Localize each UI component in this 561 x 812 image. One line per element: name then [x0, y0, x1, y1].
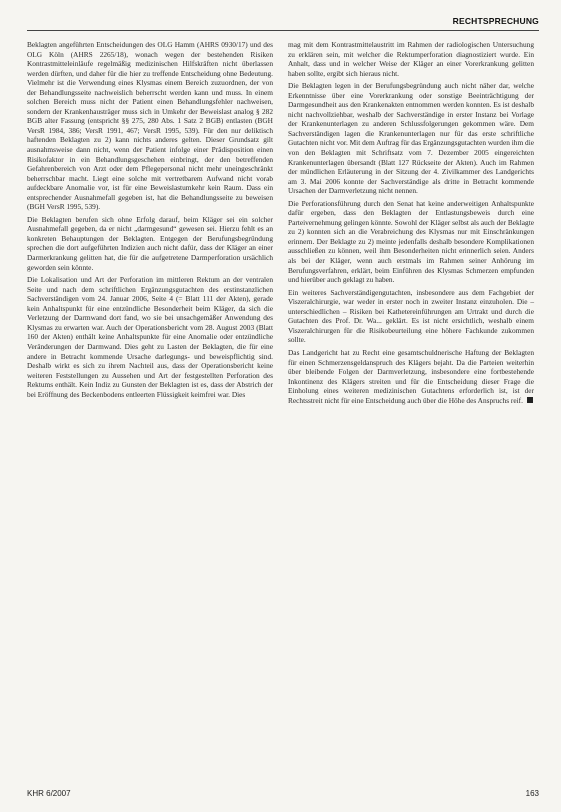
- paragraph: mag mit dem Kontrastmittelaustritt im Rahmen der radiologischen Untersuchung zu erklären sein, mit welcher die Rektumperforation diagnostiziert wurde. Ein Anhalt, dass und in welcher Weise der Kläger an einer Vorerkrankung gelitten haben sollte, ergibt sich hieraus nicht.: [288, 40, 534, 78]
- left-column: [27, 40, 273, 402]
- paragraph-text: Das Landgericht hat zu Recht eine gesamtschuldnerische Haftung der Beklagten für einen Schmerzensgeldanspruch des Klägers bejaht. Da die Parteien weiterhin über bleibende Folgen der Darmverletzung, insbesondere eine fortbestehende Inkontinenz des Klägers streiten und für die Entscheidung dieser Frage die Einholung eines weiteren medizinischen Gutachtens erforderlich ist, ist der Rechtsstreit nicht für eine Entscheidung auch über die Höhe des Anspruchs reif.: [288, 347, 534, 405]
- section-title: RECHTSPRECHUNG: [452, 16, 539, 26]
- paragraph: Die Perforationsführung durch den Senat hat keine anderweitigen Anhaltspunkte dafür ergeben, dass den Beklagten der Entlastungsbeweis durch eine Parteivernehmung gelingen könnte. Sowohl der Kläger selbst als auch der Beklagte zu 2) konnten sich an die Verabreichung des Klysmas nur mit Einschränkungen erinnern. Der Beklagte zu 2) meinte jedenfalls deshalb besondere Komplikationen ausschließen zu können, weil ihm Besonderheiten nicht erinnerlich seien. Anders als bei der Kläger, wenn auch erstmals im Rahmen seiner Anhörung im Berufungsverfahren, erklärt, beim Einführen des Klysmas Schmerzen empfunden und hierüber auch geklagt zu haben.: [288, 198, 534, 285]
- paragraph: Beklagten angeführten Entscheidungen des OLG Hamm (AHRS 0930/17) und des OLG Köln (AHRS 2265/18), wonach wegen der bestehenden Risiken Kontrastmitteleinläufe regelmäßig medizinischen Hilfskräften nicht überlassen werden dürften, und daher für die hier zu treffende Entscheidung ohne Bedeutung. Vielmehr ist die Verwendung eines Klysmas einem Bereich zuzuordnen, der von der Behandlungsseite nachweislich beherrscht werden kann und muss. In einem solchen Bereich muss nicht der Patient einen Behandlungsfehler nachweisen, sondern der Krankenhausträger muss sich in Umkehr der Beweislast analog § 282 BGB alter Fassung (entspricht §§ 275, 280 Abs. 1 Satz 2 BGB) entlasten (BGH VersR 1984, 386; VersR 1991, 467; VersR 1995, 539). Für den nur deliktisch haftenden Beklagten zu 2) kann nichts anderes gelten. Dieser Grundsatz gilt ausnahmsweise dann nicht, wenn der Patient infolge einer Prädisposition einen Risikofaktor in ein Behandlungsgeschehen einbringt, der den betreffenden Gefahrenbereich von Arzt oder dem Pflegepersonal nicht mehr uneingeschränkt beherrschbar macht. Liegt eine solche mit vertretbarem Aufwand nicht vorab aufdeckbare Anomalie vor, ist für eine Beweislastumkehr kein Raum. Dass ein entsprechender Ausnahmefall gegeben ist, hat die Behandlungsseite zu beweisen (BGH VersR 1995, 539).: [27, 40, 273, 212]
- paragraph: Die Lokalisation und Art der Perforation im mittleren Rektum an der ventralen Seite und nach dem schriftlichen Ergänzungsgutachten des erstinstanzlichen Sachverständigen vom 24. Januar 2006, Seite 4 (= Blatt 111 der Akten), gerade kein Anhaltspunkt für eine entzündliche Besonderheit beim Kläger, da sich die Verletzung der Darmwand dort fand, wo sie bei unsachgemäßer Anwendung des Klysmas zu erwarten war. Auch der Operationsbericht vom 28. August 2003 (Blatt 160 der Akten) enthält keine Anhaltspunkte für eine Anomalie oder entzündliche Veränderungen der Darmwand. Dies geht zu Lasten der Beklagten, die für eine andere in Betracht kommende Ursache darlegungs- und beweispflichtig sind. Deshalb wirkt es sich zu ihrem Nachteil aus, dass der Operationsbericht keine weiteren Feststellungen zu Aussehen und Art der festgestellten Perforation des Rektums enthält. Kein Indiz zu Gunsten der Beklagten ist es, dass der Abstrich der bei Eröffnung des Beckenbodens entleerten Flüssigkeit keimfrei war. Dies: [27, 275, 273, 399]
- page-number: 163: [525, 789, 539, 798]
- paragraph: Ein weiteres Sachverständigengutachten, insbesondere aus dem Fachgebiet der Viszeralchirurgie, war weder in erster noch in zweiter Instanz einzuholen. Die – unterschiedlichen – Risiken bei Kathetereinführungen am Urtrakt und durch die Gutachten des Prof. Dr. Wa... geklärt. Es ist nicht ersichtlich, weshalb einem Viszeralchirurgen für die Risikobeurteilung eine höhere Fachkunde zukommen sollte.: [288, 287, 534, 345]
- end-of-article-mark: [527, 397, 533, 403]
- paragraph: Die Beklagten legen in der Berufungsbegründung auch nicht näher dar, welche Erkenntnisse über eine Vorerkrankung oder sonstige Beeinträchtigung der Darmgesundheit aus den Krankenakten entnommen werden konnten. Es ist deshalb nicht nachvollziehbar, weshalb der Sachverständige in erster Instanz bei Vorlage der Krankenunterlagen zu anderen Schlussfolgerungen gekommen wäre. Dem Sachverständigen lagen die Krankenunterlagen nur für das erste schriftliche Gutachten nicht vor. Mit dem Auftrag für das Ergänzungsgutachten wurden ihm die von den Beklagten mit Schriftsatz vom 7. Dezember 2005 eingereichten Krankenunterlagen übersandt (Blatt 127 Rückseite der Akten). Auch im Rahmen der mündlichen Erläuterung in der Sitzung der 4. Zivilkammer des Landgerichts am 3. Mai 2006 konnte der Sachverständige als dritte in Betracht kommende Ursachen der Darmverletzung nicht nennen.: [288, 81, 534, 196]
- journal-issue: KHR 6/2007: [27, 789, 71, 798]
- paragraph: Die Beklagten berufen sich ohne Erfolg darauf, beim Kläger sei ein solcher Ausnahmefall gegeben, da er nicht „darmgesund“ gewesen sei. Hierzu fehlt es an konkreten Behauptungen der Beklagten. Entgegen der Berufungsbegründung sprechen die dort aufgeführten Indizien auch nicht dafür, dass der Kläger an einer Darmerkrankung gelitten hat, die für die aufgetretene Darmperforation ursächlich geworden sein könnte.: [27, 214, 273, 272]
- last-paragraph: [288, 348, 534, 405]
- right-column: [288, 40, 534, 408]
- header-rule: [27, 30, 539, 31]
